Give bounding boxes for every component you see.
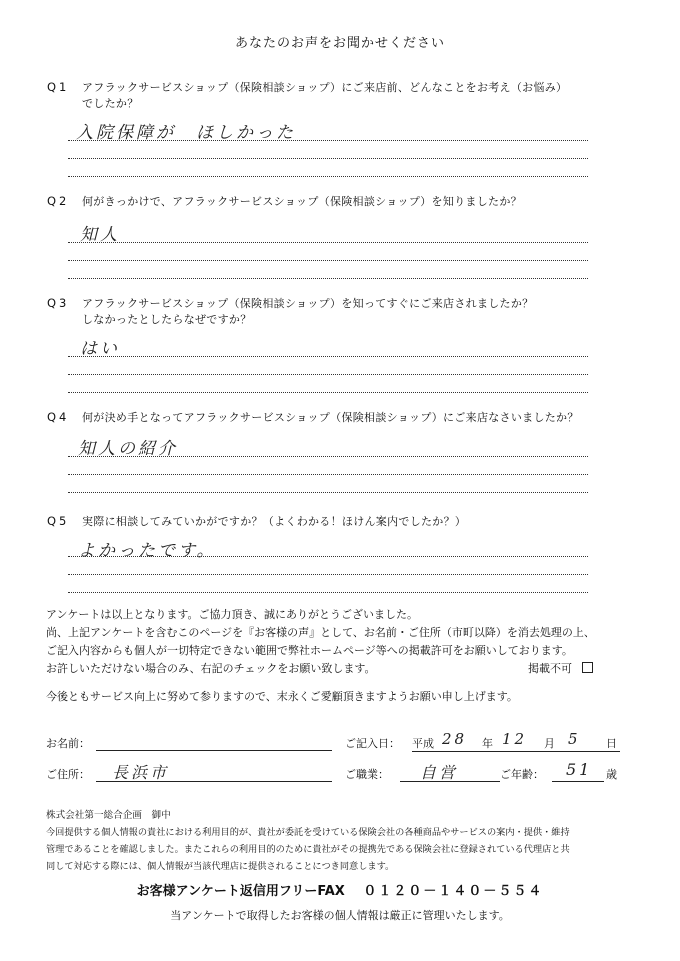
question-text: 何がきっかけで、アフラックサービスショップ（保険相談ショップ）を知りましたか？	[82, 195, 522, 208]
answer-handwritten[interactable]: 知人の紹介	[78, 439, 178, 459]
answer-line	[68, 158, 588, 159]
answer-handwritten[interactable]: はい	[80, 339, 120, 359]
answer-handwritten[interactable]: 入院保障が ほしかった	[76, 123, 296, 143]
question-text: アフラックサービスショップ（保険相談ショップ）にご来店前、どんなことをお考え（お悩み）	[82, 81, 568, 94]
fax-label: お客様アンケート返信用フリーFAX	[136, 884, 345, 899]
answer-line	[68, 392, 588, 393]
question-text: 何が決め手となってアフラックサービスショップ（保険相談ショップ）にご来店なさいましたか？	[82, 411, 579, 424]
answer-line	[68, 140, 588, 141]
age-value[interactable]: 51	[566, 760, 593, 779]
age-label: ご年齢：	[500, 768, 544, 781]
name-field[interactable]	[96, 750, 332, 751]
date-month-value[interactable]: 12	[502, 730, 528, 748]
privacy-text: 同して対応する際には、個人情報が当該代理店に提供されることにつき同意します。	[46, 861, 395, 872]
page-title: あなたのお声をお聞かせください	[234, 36, 445, 51]
date-day-unit: 日	[606, 737, 617, 750]
company-name: 株式会社第一総合企画 御中	[46, 810, 171, 821]
closing-thanks: アンケートは以上となります。ご協力頂き、誠にありがとうございました。	[46, 608, 419, 621]
date-year-unit: 年	[482, 737, 493, 750]
no-publish-label: 掲載不可	[528, 662, 572, 675]
closing-regards: 今後ともサービス向上に努めて参りますので、末永くご愛顧頂きますようお願い申し上げます。	[46, 690, 518, 703]
answer-line	[68, 492, 588, 493]
answer-line	[68, 456, 588, 457]
answer-line	[68, 574, 588, 575]
question-text-cont: しなかったとしたらなぜですか？	[82, 313, 252, 326]
date-label: ご記入日：	[345, 737, 400, 750]
job-value[interactable]: 自営	[420, 763, 459, 782]
question-text: アフラックサービスショップ（保険相談ショップ）を知ってすぐにご来店されましたか？	[82, 297, 534, 310]
no-publish-checkbox[interactable]	[582, 662, 593, 673]
question-number: Q1	[47, 80, 70, 94]
privacy-text: 今回提供する個人情報の貴社における利用目的が、貴社が委託を受けている保険会社の各種商品やサービスの案内・提供・維持	[46, 827, 570, 838]
question-number: Q2	[47, 194, 70, 208]
question-number: Q5	[47, 514, 70, 528]
closing-text: 尚、上記アンケートを含むこのページを『お客様の声』として、お名前・ご住所（市町以降）を消去処理の上、	[46, 626, 595, 639]
question-text: 実際に相談してみていかがですか？（よくわかる！ほけん案内でしたか？）	[82, 515, 467, 528]
question-text-cont: でしたか？	[82, 97, 139, 110]
question-number: Q4	[47, 410, 70, 424]
answer-handwritten[interactable]: よかったです。	[78, 541, 217, 561]
name-label: お名前：	[46, 737, 90, 750]
age-unit: 歳	[606, 768, 617, 781]
date-year-value[interactable]: 28	[442, 730, 468, 748]
answer-line	[68, 260, 588, 261]
fax-number[interactable]: ０１２０－１４０－５５４	[363, 884, 544, 899]
privacy-note: 当アンケートで取得したお客様の個人情報は厳正に管理いたします。	[170, 909, 510, 922]
address-field[interactable]	[96, 781, 332, 782]
job-label: ご職業：	[345, 768, 389, 781]
answer-line	[68, 242, 588, 243]
answer-line	[68, 278, 588, 279]
date-underline	[412, 751, 620, 752]
no-publish-option[interactable]	[528, 660, 593, 678]
job-field[interactable]	[400, 781, 500, 782]
address-value[interactable]: 長浜市	[112, 763, 170, 782]
date-era: 平成	[412, 737, 434, 750]
answer-line	[68, 556, 588, 557]
closing-text: ご記入内容からも個人が一切特定できない範囲で弊社ホームページ等への掲載許可をお願いしております。	[46, 644, 573, 657]
address-label: ご住所：	[46, 768, 90, 781]
date-day-value[interactable]: 5	[568, 730, 581, 748]
closing-text: お許しいただけない場合のみ、右記のチェックをお願い致します。	[46, 662, 376, 675]
answer-line	[68, 474, 588, 475]
answer-line	[68, 176, 588, 177]
answer-handwritten[interactable]: 知人	[80, 225, 120, 245]
privacy-text: 管理であることを確認しました。またこれらの利用目的のために貴社がその提携先である保険会社に登録されている代理店と共	[46, 844, 570, 855]
date-month-unit: 月	[544, 737, 555, 750]
answer-line	[68, 356, 588, 357]
age-field[interactable]	[552, 781, 604, 782]
answer-line	[68, 374, 588, 375]
question-number: Q3	[47, 296, 70, 310]
answer-line	[68, 592, 588, 593]
fax-line	[0, 880, 680, 899]
